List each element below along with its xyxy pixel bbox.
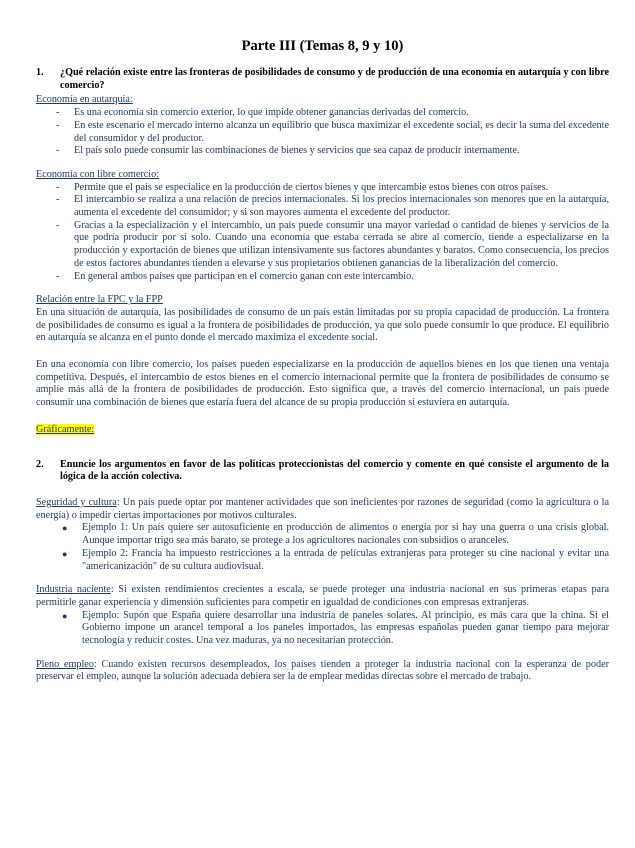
dash-bullet: - [56, 119, 60, 131]
bullet-list [36, 522, 609, 573]
list-item: ● Ejemplo 2: Francia ha impuesto restricciones a la entrada de películas extranjeras para proteger su cine nacional y evitar una "americanización" de su cultura audiovisual. [62, 547, 609, 572]
section-heading: Seguridad y cultura [36, 496, 117, 508]
bullet-list [36, 107, 609, 158]
section-relacion [36, 294, 609, 410]
list-item: - Gracias a la especialización y el intercambio, un país puede consumir una mayor variedad o cantidad de bienes y servicios de la que podría producir por sí solo. Cuando una economía que estaba cerrada se abre al comercio, tiende a especializarse en la producción y exportación de bienes que utilizan intensivamente sus factores abundantes y baratos. Como consecuencia, los precios de estos factores abundantes tienden a elevarse y sus propietarios obtienen ganancias de la liberalización del comercio. [56, 219, 609, 269]
dot-bullet: ● [62, 610, 68, 621]
section-libre-comercio [36, 169, 609, 283]
question-text: Enuncie los argumentos en favor de las políticas proteccionistas del comercio y comente en qué consiste el argumento de la lógica de la acción colectiva. [60, 458, 609, 483]
section-heading: Economía con libre comercio: [36, 168, 160, 180]
highlighted-heading: Gráficamente: [36, 423, 95, 435]
paragraph: Industria naciente: Si existen rendimientos crecientes a escala, se puede proteger una industria nacional en sus primeras etapas para permitirle ganar experiencia y dimensión suficientes para competir en igualdad de condiciones con empresas extranjeras. [36, 584, 609, 608]
section-seguridad [36, 497, 609, 573]
paragraph: Pleno empleo: Cuando existen recursos desempleados, los países tienden a proteger la industria nacional con la esperanza de poder preservar el empleo, aunque la solución adecuada debiera ser la de emplear medidas directas sobre el mercado de trabajo. [36, 658, 609, 683]
question-text: ¿Qué relación existe entre las fronteras de posibilidades de consumo y de producción de una economía en autarquía y con libre comercio? [60, 67, 610, 91]
bullet-list [36, 182, 609, 284]
section-heading: Industria naciente [36, 584, 111, 596]
dash-bullet: - [56, 270, 60, 282]
list-item: ● Ejemplo 1: Un país quiere ser autosuficiente en producción de alimentos o energía por si hay una guerra o una crisis global. Aunque importar trigo sea más barato, se protege a los agricultores nacionales con subsidios o aranceles. [62, 522, 609, 547]
list-item: - El país solo puede consumir las combinaciones de bienes y servicios que sea capaz de producir internamente. [56, 145, 520, 157]
section-industria-naciente [36, 584, 609, 648]
dot-bullet: ● [62, 548, 68, 559]
list-item: - El intercambio se realiza a una relación de precios internacionales. Si los precios internacionales son menores que en la autarquía, aumenta el excedente del consumidor; y si son mayores aumenta el excedente del productor. [56, 194, 609, 219]
section-pleno-empleo [36, 659, 609, 684]
question-number: 1. [36, 67, 44, 78]
bullet-list [36, 610, 609, 648]
section-autarquia [36, 94, 609, 158]
list-item: - Permite que el país se especialice en la producción de ciertos bienes y que intercambie estos bienes con otros países. [56, 181, 549, 193]
question-2 [36, 459, 609, 484]
dot-bullet: ● [62, 523, 68, 534]
list-item: - Es una economía sin comercio exterior, lo que impide obtener ganancias derivadas del comercio. [56, 107, 469, 119]
dash-bullet: - [56, 145, 60, 157]
dash-bullet: - [56, 194, 60, 206]
list-item: - En este escenario el mercado interno alcanza un equilibrio que busca maximizar el excedente social, es decir la suma del excedente del consumidor y del productor. [56, 119, 609, 144]
question-number: 2. [36, 458, 44, 470]
dash-bullet: - [56, 181, 60, 193]
section-heading: Relación entre la FPC y la FPP [36, 294, 163, 306]
list-item: ● Ejemplo: Supón que España quiere desarrollar una industria de paneles solares. Al principio, es más cara que la china. Si el Gobierno impone un arancel temporal a los paneles importados, las empresas españolas pueden ganar tiempo para mejorar tecnología y reducir costes. Una vez maduras, ya no necesitarían protección. [62, 609, 609, 647]
paragraph: En una situación de autarquía, las posibilidades de consumo de un país están limitadas por su propia capacidad de producción. La frontera de posibilidades de consumo es igual a la frontera de posibilidades de producción, ya que solo puede consumir lo que produce. El equilibrio en autarquía se alcanza en el punto donde el mercado maximiza el excedente social. [36, 306, 609, 344]
question-1 [36, 67, 609, 92]
list-item: - En general ambos países que participan en el comercio ganan con este intercambio. [56, 270, 414, 282]
section-heading: Pleno empleo [36, 658, 94, 670]
paragraph: Seguridad y cultura: Un país puede optar por mantener actividades que son ineficientes por razones de seguridad (como la agricultura o la energía) o impedir ciertas importaciones por motivos culturales. [36, 496, 609, 521]
dash-bullet: - [56, 219, 60, 231]
page-title: Parte III (Temas 8, 9 y 10) [241, 38, 404, 54]
paragraph: En una economía con libre comercio, los países pueden especializarse en la producción de aquellos bienes en los que tienen una ventaja competitiva. Después, el intercambio de estos bienes en el comercio internacional permite que la frontera de posibilidades de consumo se amplíe más allá de la frontera de posibilidades de producción. Esto significa que, a través del comercio internacional, un país puede consumir una combinación de bienes que estaría fuera del alcance de su propia producción si estuviera en autarquía. [36, 359, 609, 409]
section-heading: Economía en autarquía: [36, 94, 133, 106]
dash-bullet: - [56, 107, 60, 119]
